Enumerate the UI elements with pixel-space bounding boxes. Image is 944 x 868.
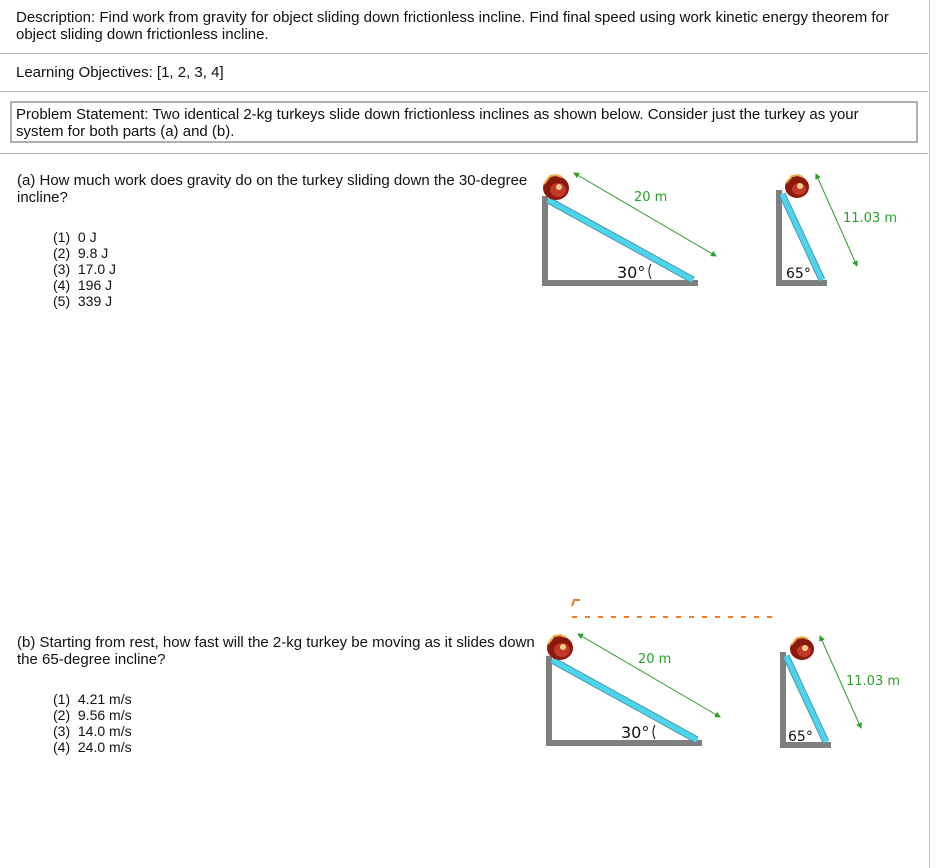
annotation-mark <box>572 600 580 606</box>
turkey-icon <box>543 175 569 200</box>
option-b-1[interactable]: (1) 4.21 m/s <box>53 691 132 707</box>
problem-statement: Problem Statement: Two identical 2-kg turkeys slide down frictionless inclines as shown below. Consider just the turkey as your system for both parts (a) and (b). <box>16 106 859 140</box>
learning-objectives: Learning Objectives: [1, 2, 3, 4] <box>16 64 224 81</box>
turkey-icon <box>785 175 809 198</box>
incline-30-wall <box>546 656 552 746</box>
option-a-4[interactable]: (4) 196 J <box>53 277 113 293</box>
option-b-2[interactable]: (2) 9.56 m/s <box>53 707 132 723</box>
incline-figures-b <box>546 600 900 748</box>
option-a-5[interactable]: (5) 339 J <box>53 293 113 309</box>
incline-30-length-label: 20 m <box>634 190 668 205</box>
question-a: (a) How much work does gravity do on the turkey sliding down the 30-degree incline? <box>17 172 528 206</box>
incline-30-angle-arc <box>649 264 651 279</box>
incline-65-wall <box>776 190 782 286</box>
incline-30-angle-label: 30° <box>621 723 650 742</box>
description: Description: Find work from gravity for object sliding down frictionless incline. Find final speed using work kinetic energy theorem for object sliding down frictionless incline. <box>16 9 889 43</box>
incline-30-length-arrow <box>578 634 720 717</box>
question-b: (b) Starting from rest, how fast will the 2-kg turkey be moving as it slides down the 65-degree incline? <box>17 634 535 668</box>
incline-30-wall <box>542 196 548 286</box>
incline-30-length-arrow <box>574 173 716 256</box>
incline-30-length-label: 20 m <box>638 652 672 667</box>
turkey-icon <box>547 635 573 660</box>
incline-65-length-label: 11.03 m <box>843 211 898 226</box>
option-a-1[interactable]: (1) 0 J <box>53 229 97 245</box>
incline-30-figure-a <box>542 173 897 286</box>
incline-65-length-label: 11.03 m <box>846 674 901 689</box>
turkey-icon <box>790 637 814 660</box>
incline-65-angle-label: 65° <box>786 266 811 282</box>
incline-30-angle-arc <box>653 725 655 739</box>
incline-65-wall <box>780 652 786 748</box>
option-b-4[interactable]: (4) 24.0 m/s <box>53 739 132 755</box>
option-a-3[interactable]: (3) 17.0 J <box>53 261 117 277</box>
incline-65-angle-label: 65° <box>788 729 813 745</box>
incline-30-angle-label: 30° <box>617 263 646 282</box>
option-b-3[interactable]: (3) 14.0 m/s <box>53 723 132 739</box>
option-a-2[interactable]: (2) 9.8 J <box>53 245 109 261</box>
